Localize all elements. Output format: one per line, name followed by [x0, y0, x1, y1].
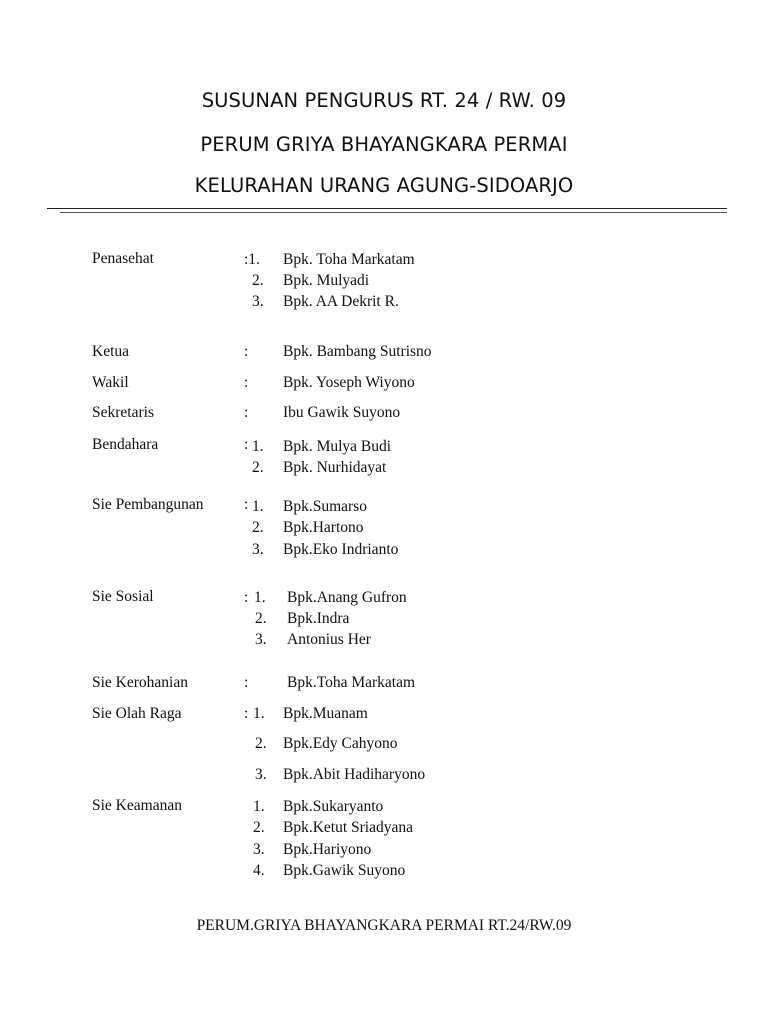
sie-olah-raga-num-1: 1.: [253, 705, 265, 722]
bendahara-num-1: 1.: [252, 438, 264, 455]
bendahara-colon: :: [244, 436, 249, 453]
label-sie-sosial: Sie Sosial: [92, 588, 154, 605]
label-sie-olah-raga: Sie Olah Raga: [92, 705, 182, 722]
sie-keamanan-name-2: Bpk.Ketut Sriadyana: [283, 819, 414, 836]
sie-sosial-num-2: 2.: [255, 610, 267, 627]
penasehat-num-2: 2.: [252, 272, 264, 289]
title-line-1: SUSUNAN PENGURUS RT. 24 / RW. 09: [201, 89, 567, 112]
sie-pembangunan-name-2: Bpk.Hartono: [283, 519, 364, 536]
sie-sosial-num-1: 1.: [254, 589, 266, 606]
sie-sosial-name-1: Bpk.Anang Gufron: [287, 589, 407, 606]
sie-olah-raga-num-3: 3.: [255, 766, 267, 783]
sie-pembangunan-num-2: 2.: [252, 519, 264, 536]
sie-pembangunan-name-1: Bpk.Sumarso: [283, 498, 367, 515]
label-sie-pembangunan: Sie Pembangunan: [92, 496, 204, 513]
sie-keamanan-name-3: Bpk.Hariyono: [283, 841, 372, 858]
sie-pembangunan-num-3: 3.: [252, 541, 264, 558]
penasehat-num-3: 3.: [252, 293, 264, 310]
sie-olah-raga-name-3: Bpk.Abit Hadiharyono: [283, 766, 426, 783]
sie-kerohanian-name: Bpk.Toha Markatam: [287, 674, 416, 691]
penasehat-name-2: Bpk. Mulyadi: [283, 272, 370, 289]
sie-keamanan-name-1: Bpk.Sukaryanto: [283, 798, 384, 815]
label-penasehat: Penasehat: [92, 250, 154, 267]
sie-olah-raga-name-1: Bpk.Muanam: [283, 705, 368, 722]
label-sie-kerohanian: Sie Kerohanian: [92, 674, 188, 691]
sie-keamanan-num-1: 1.: [253, 798, 265, 815]
title-line-3: KELURAHAN URANG AGUNG-SIDOARJO: [194, 174, 574, 197]
sie-keamanan-num-2: 2.: [253, 819, 265, 836]
sie-pembangunan-name-3: Bpk.Eko Indrianto: [283, 541, 399, 558]
penasehat-name-1: Bpk. Toha Markatam: [283, 251, 415, 268]
header-rule: [47, 208, 727, 209]
sie-sosial-num-3: 3.: [255, 631, 267, 648]
ketua-name: Bpk. Bambang Sutrisno: [283, 343, 432, 360]
sie-olah-raga-name-2: Bpk.Edy Cahyono: [283, 735, 398, 752]
penasehat-name-3: Bpk. AA Dekrit R.: [283, 293, 399, 310]
sie-keamanan-num-4: 4.: [253, 862, 265, 879]
sie-olah-raga-num-2: 2.: [255, 735, 267, 752]
sie-sosial-name-2: Bpk.Indra: [287, 610, 350, 627]
sie-keamanan-num-3: 3.: [253, 841, 265, 858]
sie-keamanan-name-4: Bpk.Gawik Suyono: [283, 862, 406, 879]
sie-pembangunan-num-1: 1.: [252, 498, 264, 515]
sekretaris-name: Ibu Gawik Suyono: [283, 404, 401, 421]
label-sie-keamanan: Sie Keamanan: [92, 797, 182, 814]
header-rule-thin: [60, 212, 727, 213]
sie-sosial-name-3: Antonius Her: [287, 631, 371, 648]
title-line-2: PERUM GRIYA BHAYANGKARA PERMAI: [200, 133, 568, 156]
wakil-colon: :: [244, 374, 249, 391]
label-wakil: Wakil: [92, 374, 129, 391]
label-bendahara: Bendahara: [92, 436, 159, 453]
sie-kerohanian-colon: :: [244, 674, 249, 691]
bendahara-name-1: Bpk. Mulya Budi: [283, 438, 392, 455]
label-sekretaris: Sekretaris: [92, 404, 154, 421]
penasehat-colon-num: :1.: [244, 251, 260, 268]
footer-text: PERUM.GRIYA BHAYANGKARA PERMAI RT.24/RW.09: [196, 917, 572, 934]
label-ketua: Ketua: [92, 343, 130, 360]
sekretaris-colon: :: [244, 404, 249, 421]
sie-olah-raga-colon: :: [244, 705, 249, 722]
bendahara-num-2: 2.: [252, 459, 264, 476]
ketua-colon: :: [244, 343, 249, 360]
sie-sosial-colon: :: [244, 589, 249, 606]
bendahara-name-2: Bpk. Nurhidayat: [283, 459, 387, 476]
sie-pembangunan-colon: :: [244, 496, 249, 513]
wakil-name: Bpk. Yoseph Wiyono: [283, 374, 415, 391]
